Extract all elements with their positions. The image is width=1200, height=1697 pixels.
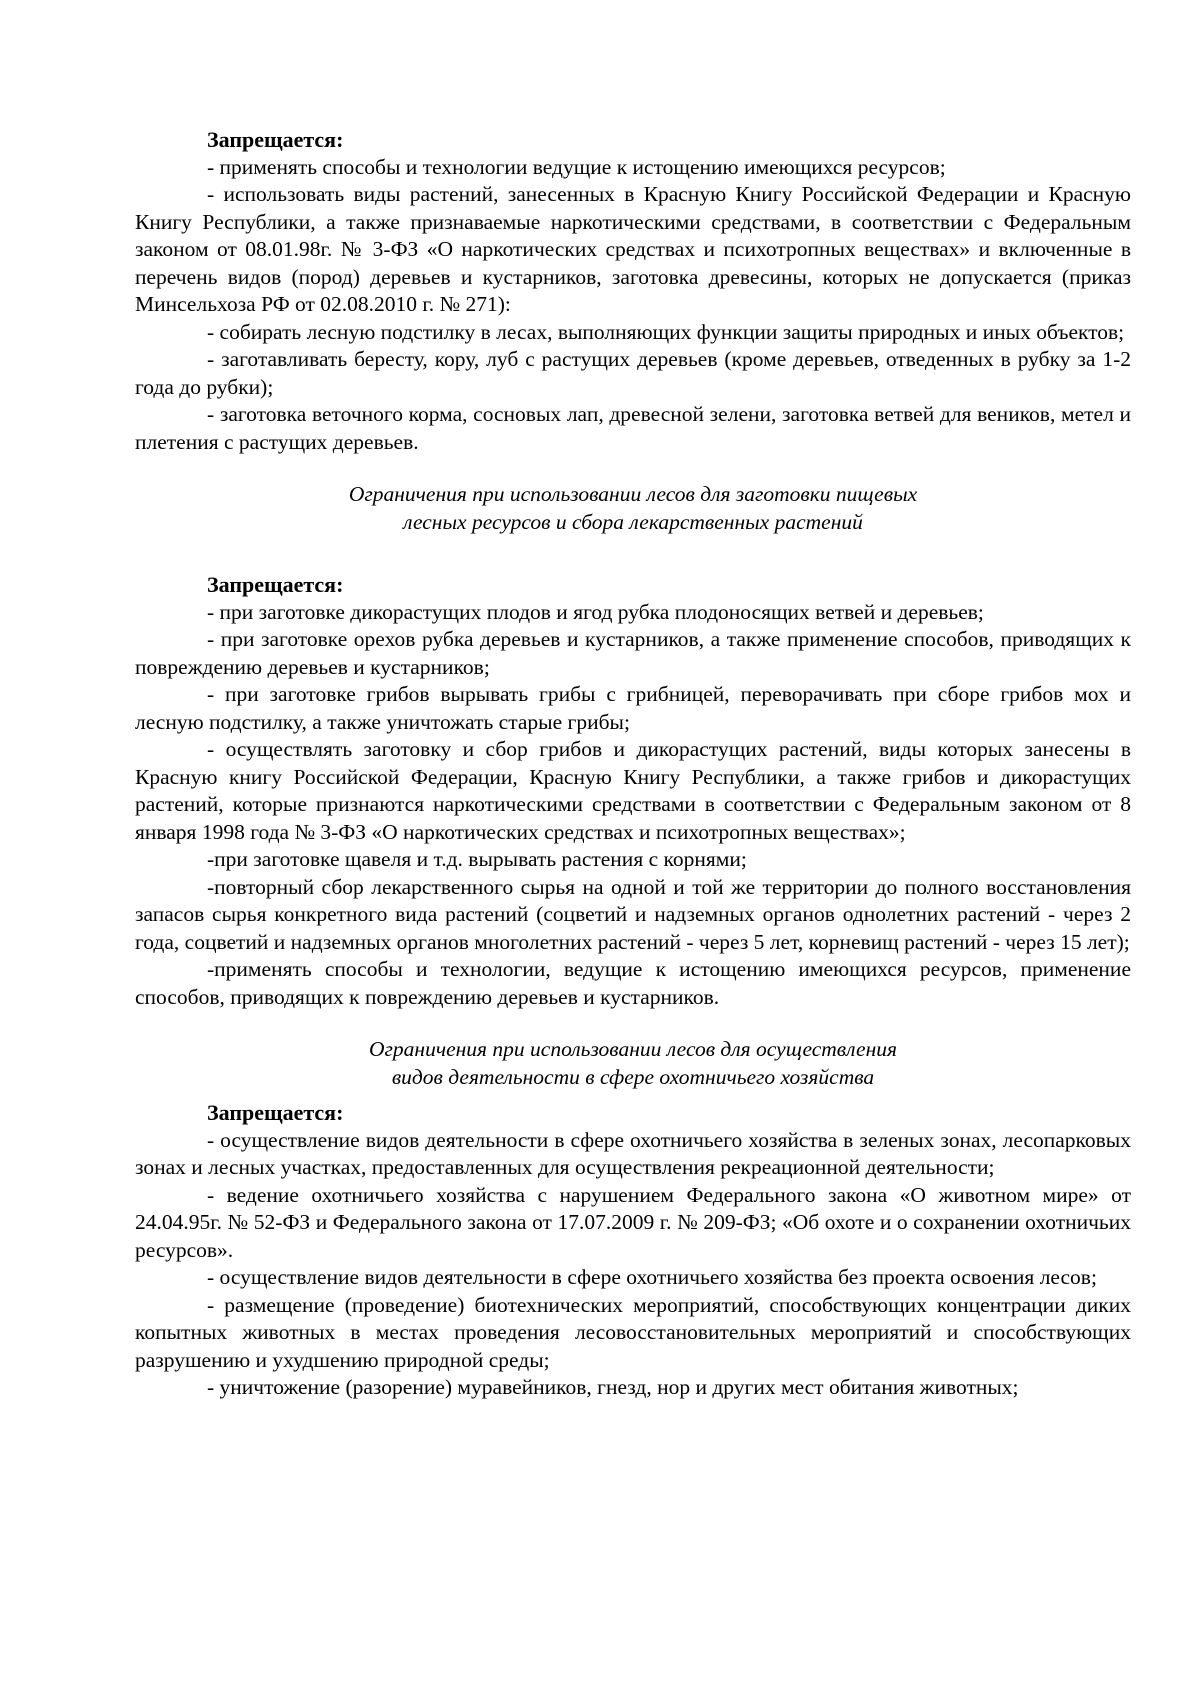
section-3-item-3: - осуществление видов деятельности в сфере охотничьего хозяйства без проекта освоения лесов; — [207, 1265, 1097, 1289]
section-3-title-line-2: видов деятельности в сфере охотничьего хозяйства — [391, 1064, 875, 1089]
spacer — [135, 1011, 1131, 1036]
section-2-item-7: -применять способы и технологии, ведущие к истощению имеющихся ресурсов, применение способов, приводящих к повреждению деревьев и кустарников. — [135, 957, 1131, 1009]
document-body — [135, 126, 1131, 1402]
section-3-title-line-1: Ограничения при использовании лесов для осуществления — [368, 1037, 898, 1061]
section-2-title — [135, 481, 1131, 536]
section-2-item-2: - при заготовке орехов рубка деревьев и кустарников, а также применение способов, приводящих к повреждению деревьев и кустарников; — [135, 627, 1131, 679]
section-3-item-2: - ведение охотничьего хозяйства с нарушением Федерального закона «О животном мире» от 24.04.95г. № 52-ФЗ и Федерального закона от 17.07.2009 г. № 209-ФЗ; «Об охоте и о сохранении охотничьих ресурсов». — [135, 1182, 1131, 1262]
section-1-item-5: - заготовка веточного корма, сосновых лап, древесной зелени, заготовка ветвей для веников, метел и плетения с растущих деревьев. — [135, 402, 1131, 454]
section-1-item-2: - использовать виды растений, занесенных в Красную Книгу Российской Федерации и Красную Книгу Республики, а также признаваемые наркотическими средствами, в соответствии с Федеральным законом от 08.01.98г. № 3-ФЗ «О наркотических средствах и психотропных веществах» и включенные в перечень видов (пород) деревьев и кустарников, заготовка древесины, которых не допускается (приказ Минсельхоза РФ от 02.08.2010 г. № 271): — [135, 182, 1131, 316]
section-2-item-1: - при заготовке дикорастущих плодов и ягод рубка плодоносящих ветвей и деревьев; — [207, 599, 984, 624]
section-3-heading: Запрещается: — [207, 1100, 344, 1125]
spacer — [135, 536, 1131, 571]
section-2-item-6: -повторный сбор лекарственного сырья на одной и той же территории до полного восстановления запасов сырья конкретного вида растений (соцветий и надземных органов однолетних растений - через 2 года, соцветий и надземных органов многолетних растений - через 5 лет, корневищ растений - через 15 лет); — [135, 874, 1131, 954]
spacer — [135, 1091, 1131, 1099]
section-2-item-5: -при заготовке щавеля и т.д. вырывать растения с корнями; — [207, 847, 747, 871]
section-1-item-4: - заготавливать бересту, кору, луб с растущих деревьев (кроме деревьев, отведенных в рубку за 1-2 года до рубки); — [135, 347, 1131, 399]
section-2-item-3: - при заготовке грибов вырывать грибы с грибницей, переворачивать при сборе грибов мох и лесную подстилку, а также уничтожать старые грибы; — [135, 682, 1131, 734]
section-3-item-1: - осуществление видов деятельности в сфере охотничьего хозяйства в зеленых зонах, лесопарковых зонах и лесных участках, предоставленных для осуществления рекреационной деятельности; — [135, 1127, 1131, 1179]
section-1-item-1: - применять способы и технологии ведущие к истощению имеющихся ресурсов; — [207, 154, 946, 179]
section-2-item-4: - осуществлять заготовку и сбор грибов и дикорастущих растений, виды которых занесены в Красную книгу Российской Федерации, Красную Книгу Республики, а также грибов и дикорастущих растений, которые признаются наркотическими средствами в соответствии с Федеральным законом от 8 января 1998 года № 3-ФЗ «О наркотических средствах и психотропных веществах»; — [135, 737, 1131, 844]
section-3-title — [135, 1036, 1131, 1091]
spacer — [135, 456, 1131, 481]
section-2-title-line-1: Ограничения при использовании лесов для заготовки пищевых — [348, 482, 918, 506]
section-2-heading: Запрещается: — [207, 572, 344, 597]
section-3-item-5: - уничтожение (разорение) муравейников, гнезд, нор и других мест обитания животных; — [207, 1375, 1019, 1399]
section-1-item-3: - собирать лесную подстилку в лесах, выполняющих функции защиты природных и иных объектов; — [207, 319, 1125, 344]
section-1-heading: Запрещается: — [207, 127, 344, 152]
section-3-item-4: - размещение (проведение) биотехнических мероприятий, способствующих концентрации диких копытных животных в местах проведения лесовосстановительных мероприятий и способствующих разрушению и ухудшению природной среды; — [135, 1292, 1131, 1372]
section-2-title-line-2: лесных ресурсов и сбора лекарственных растений — [403, 509, 863, 534]
